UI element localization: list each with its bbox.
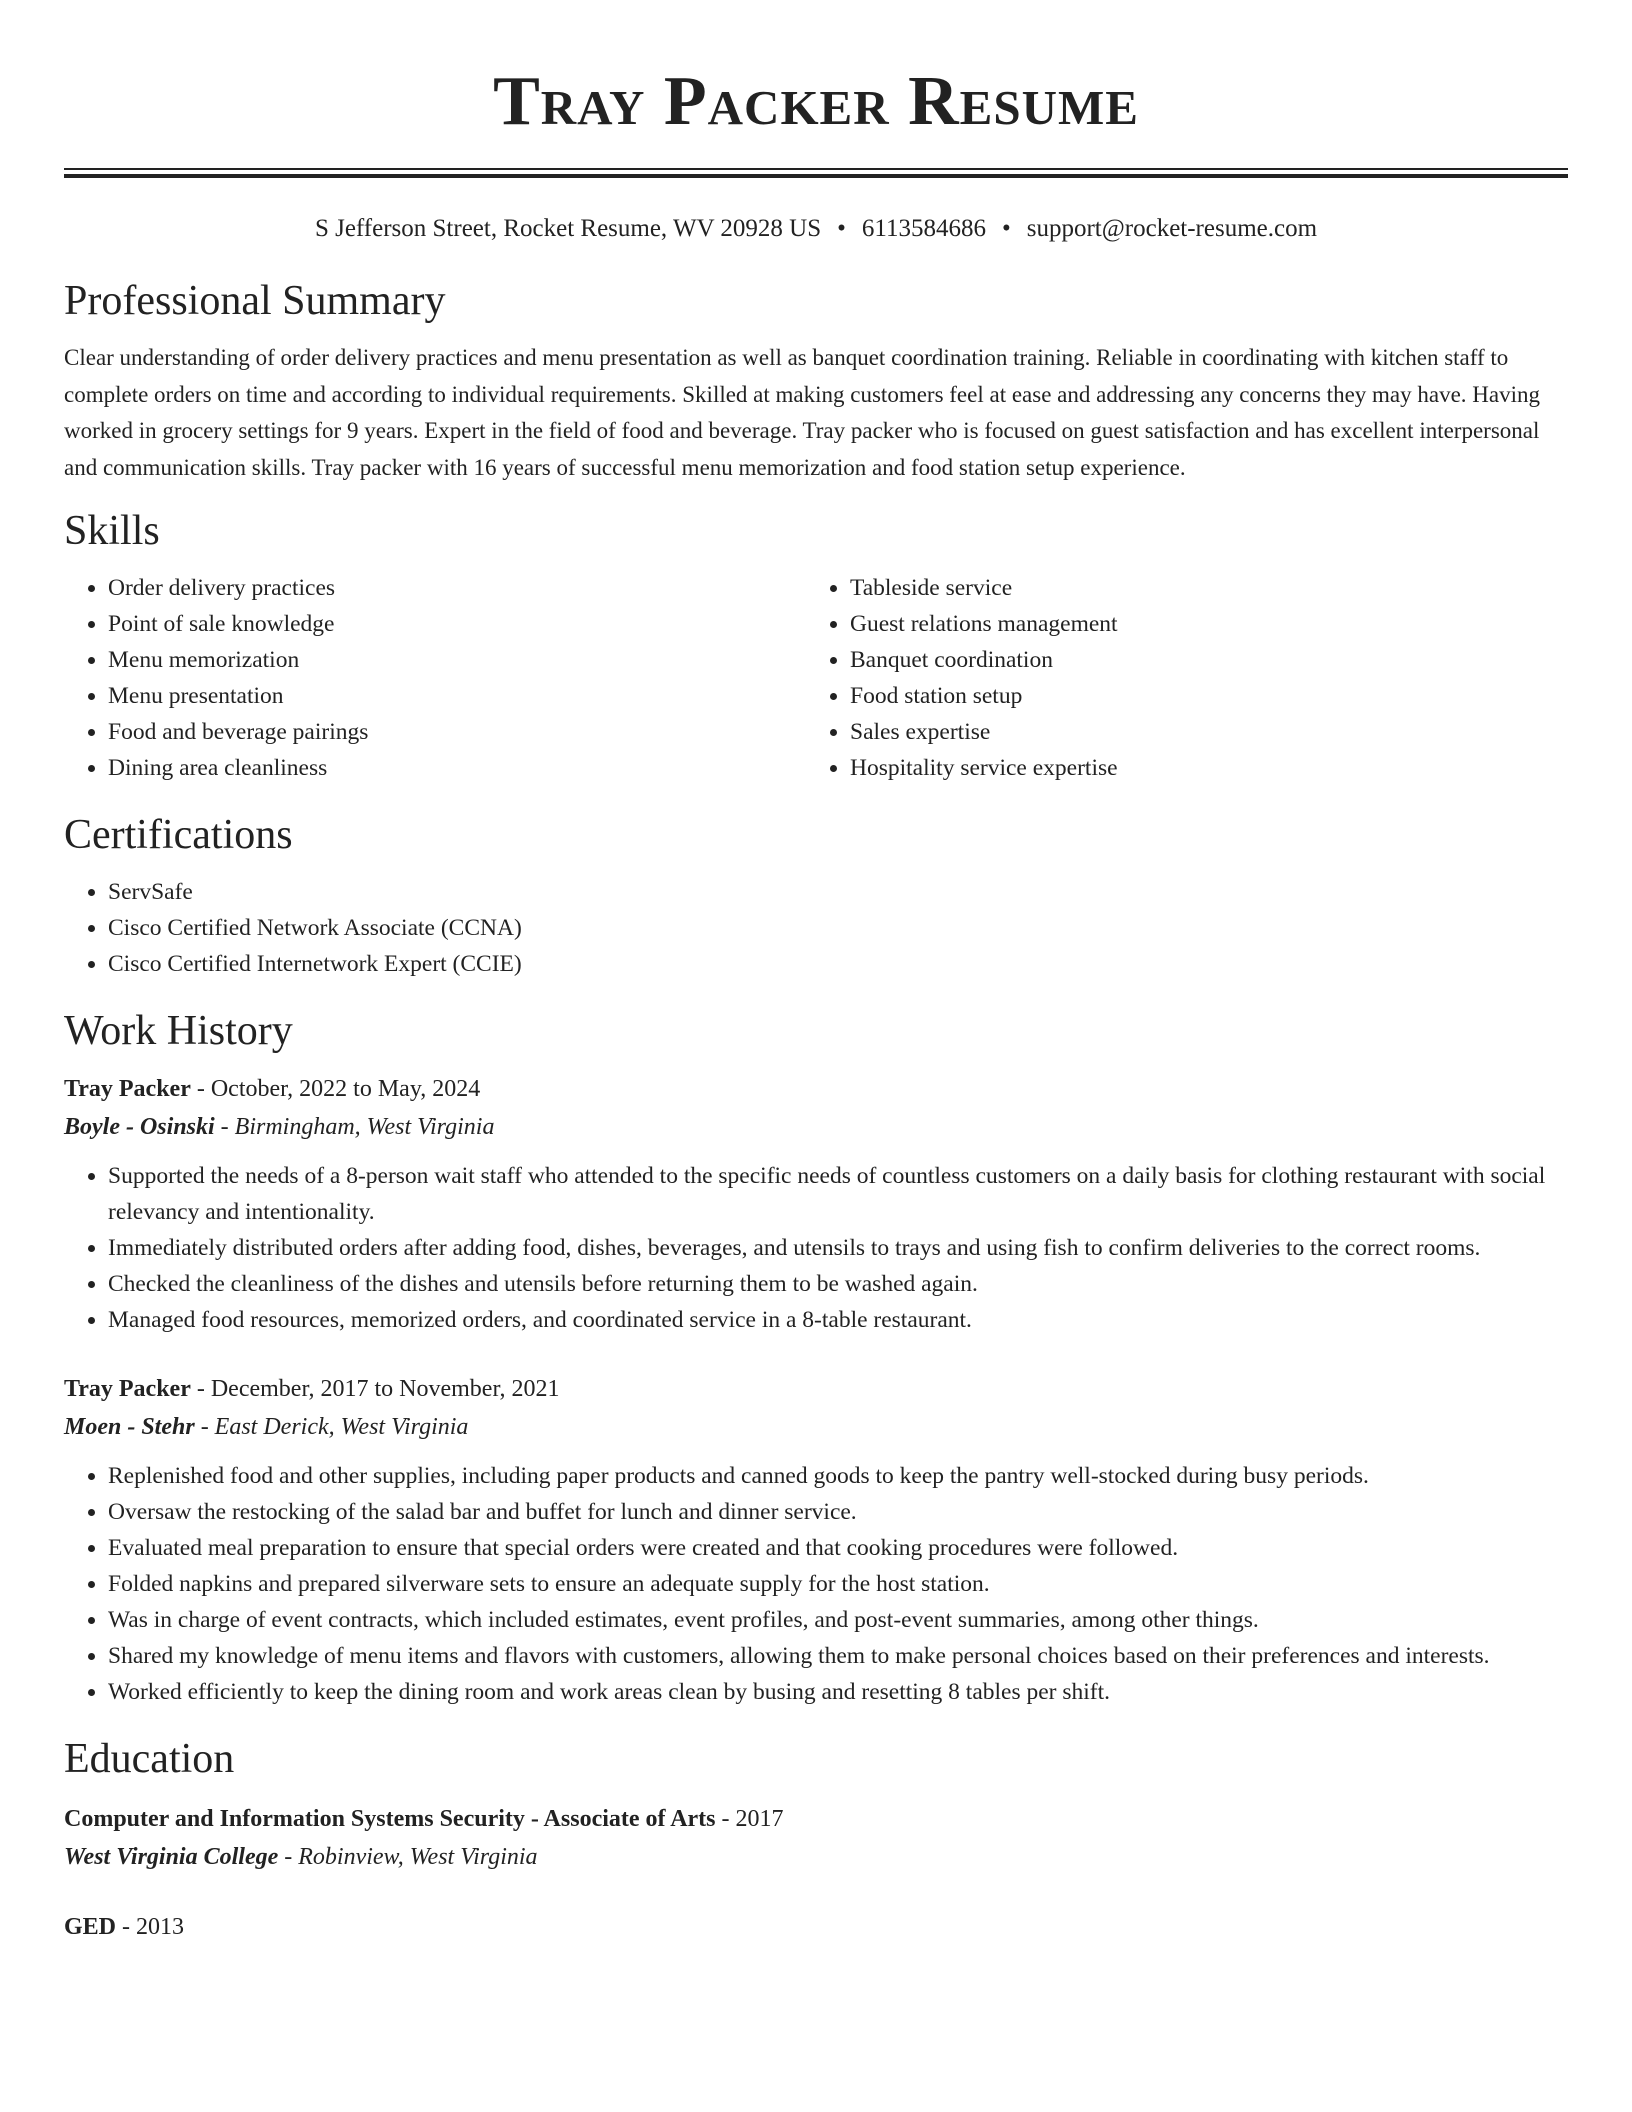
contact-phone: 6113584686	[861, 215, 986, 242]
certification-item: • ServSafe	[108, 874, 1568, 910]
skill-item: • Dining area cleanliness	[108, 750, 806, 786]
job-company-line	[64, 1408, 1568, 1446]
contact-line	[64, 212, 1568, 246]
job-title-line	[64, 1370, 1568, 1408]
job-company: Boyle - Osinski	[64, 1114, 215, 1140]
summary-section	[64, 274, 1568, 486]
job-bullet: • Immediately distributed orders after adding food, dishes, beverages, and utensils to trays and using fish to confirm deliveries to the correct rooms.	[108, 1230, 1568, 1266]
job-title: Tray Packer	[64, 1076, 191, 1102]
summary-heading: Professional Summary	[64, 278, 446, 324]
title-divider	[64, 168, 1568, 178]
certifications-list	[64, 874, 1568, 982]
job-bullet: • Replenished food and other supplies, including paper products and canned goods to keep the pantry well-stocked during busy periods.	[108, 1458, 1568, 1494]
page-title: Tray Packer Resume	[493, 63, 1139, 140]
contact-separator: •	[837, 215, 846, 242]
job-company: Moen - Stehr	[64, 1414, 195, 1440]
job-bullets	[64, 1158, 1568, 1338]
skill-item: • Banquet coordination	[850, 642, 1548, 678]
job-bullet: • Shared my knowledge of menu items and flavors with customers, allowing them to make personal choices based on their preferences and interests.	[108, 1638, 1568, 1674]
job-bullet: • Evaluated meal preparation to ensure that special orders were created and that cooking procedures were followed.	[108, 1530, 1568, 1566]
skill-item: • Sales expertise	[850, 714, 1548, 750]
job-bullet: • Managed food resources, memorized orders, and coordinated service in a 8-table restaurant.	[108, 1302, 1568, 1338]
job-bullet: • Checked the cleanliness of the dishes and utensils before returning them to be washed again.	[108, 1266, 1568, 1302]
job-dates: - October, 2022 to May, 2024	[190, 1076, 481, 1102]
job-location: - East Derick, West Virginia	[194, 1414, 469, 1440]
skill-item: • Menu memorization	[108, 642, 806, 678]
certification-item: • Cisco Certified Network Associate (CCNA)	[108, 910, 1568, 946]
education-degree-line	[64, 1908, 1568, 1946]
education-location: - Robinview, West Virginia	[278, 1844, 538, 1870]
education-year: - 2013	[116, 1914, 185, 1940]
job-bullet: • Was in charge of event contracts, which included estimates, event profiles, and post-event summaries, among other things.	[108, 1602, 1568, 1638]
skill-item: • Food station setup	[850, 678, 1548, 714]
skills-section	[64, 504, 1568, 786]
education-heading: Education	[64, 1736, 235, 1782]
skills-grid	[64, 570, 1568, 786]
skills-heading: Skills	[64, 508, 160, 554]
education-degree: GED	[64, 1914, 117, 1940]
summary-text: Clear understanding of order delivery practices and menu presentation as well as banquet coordination training. Reliable in coordinating with kitchen staff to complete orders on time and according to individual requirements. Skilled at making customers feel at ease and addressing any concerns they may have. Having worked in grocery settings for 9 years. Expert in the field of food and beverage. Tray packer who is focused on guest satisfaction and has excellent interpersonal and communication skills. Tray packer with 16 years of successful menu memorization and food station setup experience.	[64, 345, 1541, 480]
job-bullet: • Supported the needs of a 8-person wait staff who attended to the specific needs of countless customers on a daily basis for clothing restaurant with social relevancy and intentionality.	[108, 1158, 1568, 1230]
certifications-heading: Certifications	[64, 812, 293, 858]
certifications-section	[64, 808, 1568, 982]
contact-email: support@rocket-resume.com	[1026, 215, 1318, 242]
job-title-line	[64, 1070, 1568, 1108]
work-history-heading: Work History	[64, 1008, 293, 1054]
skill-item: • Guest relations management	[850, 606, 1548, 642]
skill-item: • Point of sale knowledge	[108, 606, 806, 642]
job-bullets	[64, 1458, 1568, 1710]
education-year: - 2017	[715, 1806, 784, 1832]
education-school: West Virginia College	[64, 1844, 279, 1870]
job-bullet: • Oversaw the restocking of the salad bar and buffet for lunch and dinner service.	[108, 1494, 1568, 1530]
skill-item: • Menu presentation	[108, 678, 806, 714]
work-history-section	[64, 1004, 1568, 1710]
skill-item: • Order delivery practices	[108, 570, 806, 606]
skills-list-left	[64, 570, 806, 786]
job-entry	[64, 1070, 1568, 1338]
job-company-line	[64, 1108, 1568, 1146]
education-entry	[64, 1908, 1568, 1946]
skill-item: • Hospitality service expertise	[850, 750, 1548, 786]
education-degree: Computer and Information Systems Security - Associate of Arts	[64, 1806, 716, 1832]
job-bullet: • Folded napkins and prepared silverware sets to ensure an adequate supply for the host station.	[108, 1566, 1568, 1602]
skill-item: • Tableside service	[850, 570, 1548, 606]
job-title: Tray Packer	[64, 1376, 191, 1402]
education-degree-line	[64, 1800, 1568, 1838]
job-dates: - December, 2017 to November, 2021	[190, 1376, 560, 1402]
job-location: - Birmingham, West Virginia	[214, 1114, 495, 1140]
education-section	[64, 1732, 1568, 1946]
certification-item: • Cisco Certified Internetwork Expert (CCIE)	[108, 946, 1568, 982]
job-bullet: • Worked efficiently to keep the dining room and work areas clean by busing and resetting 8 tables per shift.	[108, 1674, 1568, 1710]
contact-address: S Jefferson Street, Rocket Resume, WV 20928 US	[314, 215, 822, 242]
contact-separator: •	[1001, 215, 1011, 242]
education-school-line	[64, 1838, 1568, 1876]
skills-list-right	[806, 570, 1548, 786]
education-entry	[64, 1800, 1568, 1876]
job-entry	[64, 1370, 1568, 1710]
skill-item: • Food and beverage pairings	[108, 714, 806, 750]
